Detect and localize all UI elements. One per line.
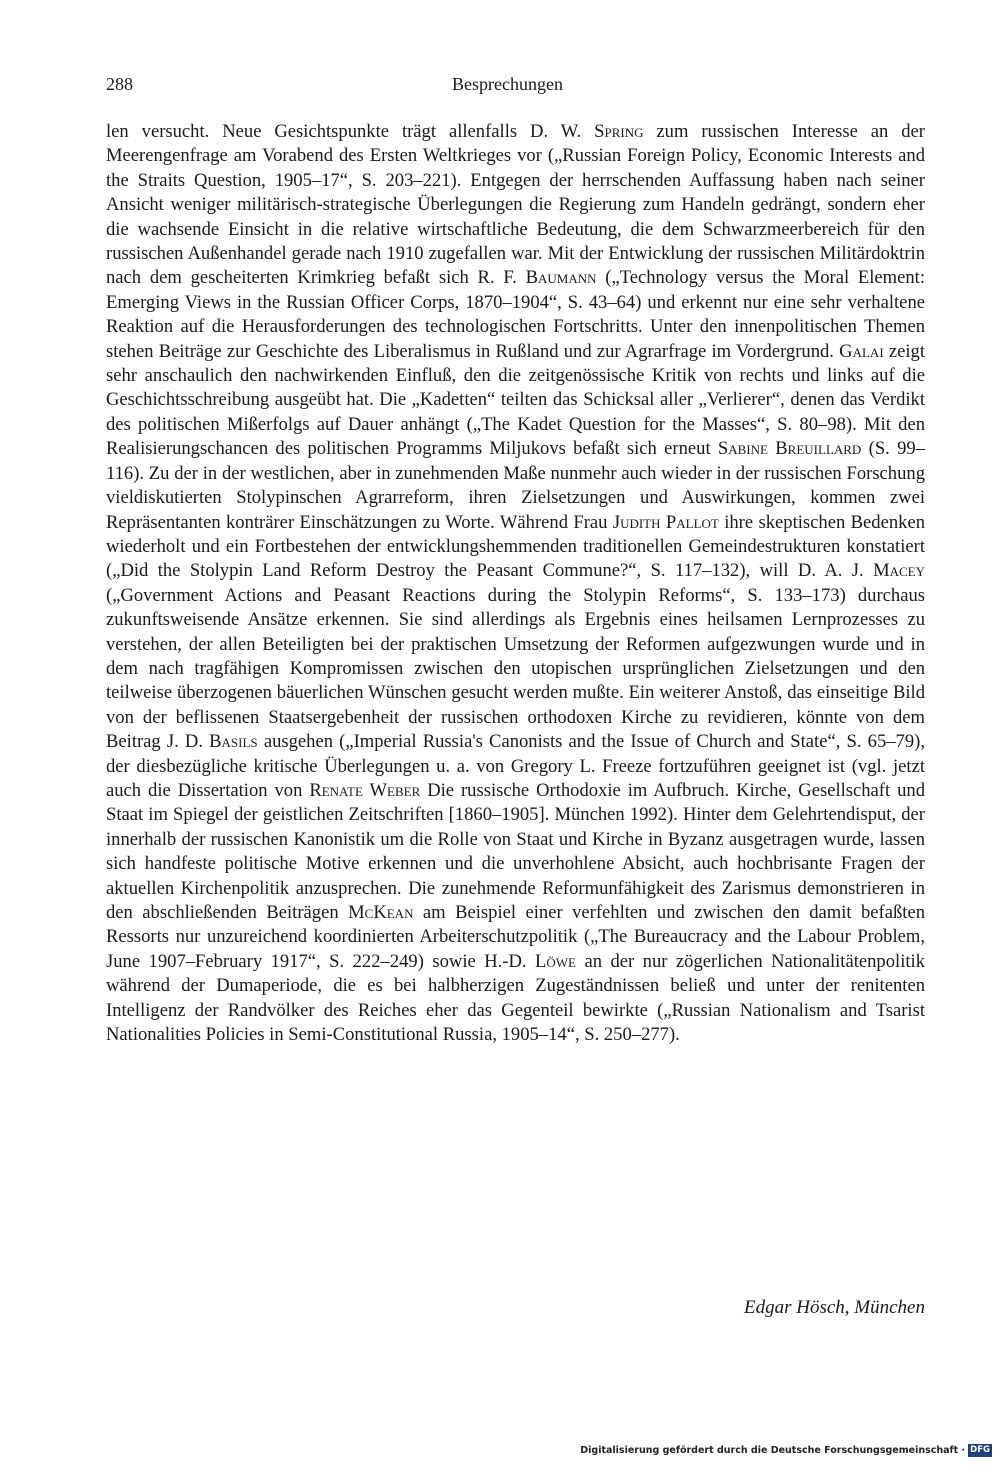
- text-run: ausgehen („Imperial Russia's Canonists and the Issue of Church and State“, S. 65–79), der diesbezügliche kritische Überlegungen u. a. von Gregory L. Freeze fortzuführen geeignet ist (vgl. jetzt auch die Dissertation von: [106, 731, 925, 801]
- text-run: Die russische Orthodoxie im Aufbruch. Kirche, Gesellschaft und Staat im Spiegel der geistlichen Zeitschriften [1860–1905]. München 1992). Hinter dem Gelehrtendisput, der innerhalb der russischen Kanonistik um die Rolle von Staat und Kirche in Byzanz ausgetragen wurde, lassen sich handfeste politische Motive erkennen und die unverhohlene Absicht, auch hochbrisante Fragen der aktuellen Kirchenpolitik anzusprechen. Die zunehmende Reformunfähigkeit des Zarismus demonstrieren in den abschließenden Beiträgen: [106, 779, 925, 923]
- author-name: Löwe: [535, 950, 576, 972]
- dfg-logo: DFG: [970, 1445, 990, 1455]
- author-name: Renate Weber: [309, 779, 421, 801]
- text-run: an der nur zögerlichen Nationalitätenpolitik während der Dumaperiode, die es bei halbherzigen Zugeständnissen beließ und unter der renitenten Intelligenz der Randvölker des Reiches eher das Gegenteil bewirkte („Russian Nationalism and Tsarist Nationalities Policies in Semi-Constitutional Russia, 1905–14“, S. 250–277).: [106, 950, 925, 1046]
- digitization-note: Digitalisierung gefördert durch die Deutsche Forschungsgemeinschaft ·: [580, 1445, 966, 1456]
- author-name: Macey: [873, 560, 925, 582]
- text-run: („Government Actions and Peasant Reactions during the Stolypin Reforms“, S. 133–173) durchaus zukunftsweisende Ansätze erkennen. Sie sind allerdings als Ergebnis eines heilsamen Lernprozesses zu verstehen, der allen Beteiligten bei der praktischen Umsetzung der Reformen aufgezwungen wurde und in dem nach tragfähigen Kompromissen zwischen den utopischen ursprünglichen Zielsetzungen und den teilweise überzogenen bäuerlichen Wünschen gesucht werden mußte. Ein weiterer Anstoß, das einseitige Bild von der beflissenen Staatsergebenheit der russischen orthodoxen Kirche zu revidieren, könnte von dem Beitrag J. D.: [106, 584, 925, 753]
- text-run: len versucht. Neue Gesichtspunkte trägt allenfalls D. W.: [106, 121, 595, 142]
- text-run: („Technology versus the Moral Element: Emerging Views in the Russian Officer Corps, 1870–1904“, S. 43–64) und erkennt nur eine sehr verhaltene Reaktion auf die Herausforderungen des technologischen Fortschritts. Unter den innenpolitischen Themen stehen Beiträge zur Geschichte des Liberalismus in Rußland und zur Agrarfrage im Vordergrund.: [106, 267, 925, 362]
- digitization-footer: [580, 1444, 992, 1457]
- text-run: am Beispiel einer verfehlten und zwischen den damit befaßten Ressorts nur unzureichend koordinierten Arbeiterschutzpolitik („The Bureaucracy and the Labour Problem, June 1907–February 1917“, S. 222–249) sowie H.-D.: [106, 902, 925, 972]
- author-name: Baumann: [525, 267, 597, 289]
- author-name: Spring: [594, 121, 644, 142]
- author-name: Sabine Breuillard: [717, 438, 862, 460]
- text-run: zeigt sehr anschaulich den nachwirkenden Einfluß, den die zeitgenössische Kritik von rechts und links auf die Geschichtsschreibung ausgeübt hat. Die „Kadetten“ teilten das Schicksal aller „Verlierer“, denen das Verdikt des politischen Mißerfolgs auf Dauer anhängt („The Kadet Question for the Masses“, S. 80–98). Mit den Realisierungschancen des politischen Programms Miljukovs befaßt sich erneut: [106, 340, 925, 460]
- running-head: Besprechungen: [452, 74, 563, 94]
- author-name: Basils: [209, 731, 258, 753]
- author-name: Judith Pallot: [612, 511, 719, 533]
- text-run: zum russischen Interesse an der Meerengenfrage am Vorabend des Ersten Weltkrieges vor („Russian Foreign Policy, Economic Interests and the Straits Question, 1905–17“, S. 203–221). Entgegen der herrschenden Auffassung haben nach seiner Ansicht weniger militärisch-strategische Überlegungen die Regierung zum Handeln gedrängt, sondern eher die wachsende Einsicht in die relative wirtschaftliche Bedeutung, die dem Schwarzmeerbereich für den russischen Außenhandel gerade nach 1910 zugefallen war. Mit der Entwicklung der russischen Militärdoktrin nach dem gescheiterten Krimkrieg befaßt sich R. F.: [106, 121, 925, 289]
- author-name: McKean: [348, 902, 414, 923]
- author-name: Galai: [839, 340, 884, 362]
- text-run: ihre skeptischen Bedenken wiederholt und ein Fortbestehen der entwicklungshemmenden traditionellen Gemeindestrukturen konstatiert („Did the Stolypin Land Reform Destroy the Peasant Commune?“, S. 117–132), will D. A. J.: [106, 511, 925, 582]
- review-paragraph: [106, 120, 925, 1047]
- text-run: (S. 99–116). Zu der in der westlichen, aber in zunehmenden Maße nunmehr auch wieder in der russischen Forschung vieldiskutierten Stolypinschen Agrarreform, ihren Zielsetzungen und Auswirkungen, kommen zwei Repräsentanten konträrer Einschätzungen zu Worte. Während Frau: [106, 438, 925, 533]
- reviewer-signature: Edgar Hösch, München: [744, 1297, 925, 1318]
- page-number: 288: [106, 74, 133, 94]
